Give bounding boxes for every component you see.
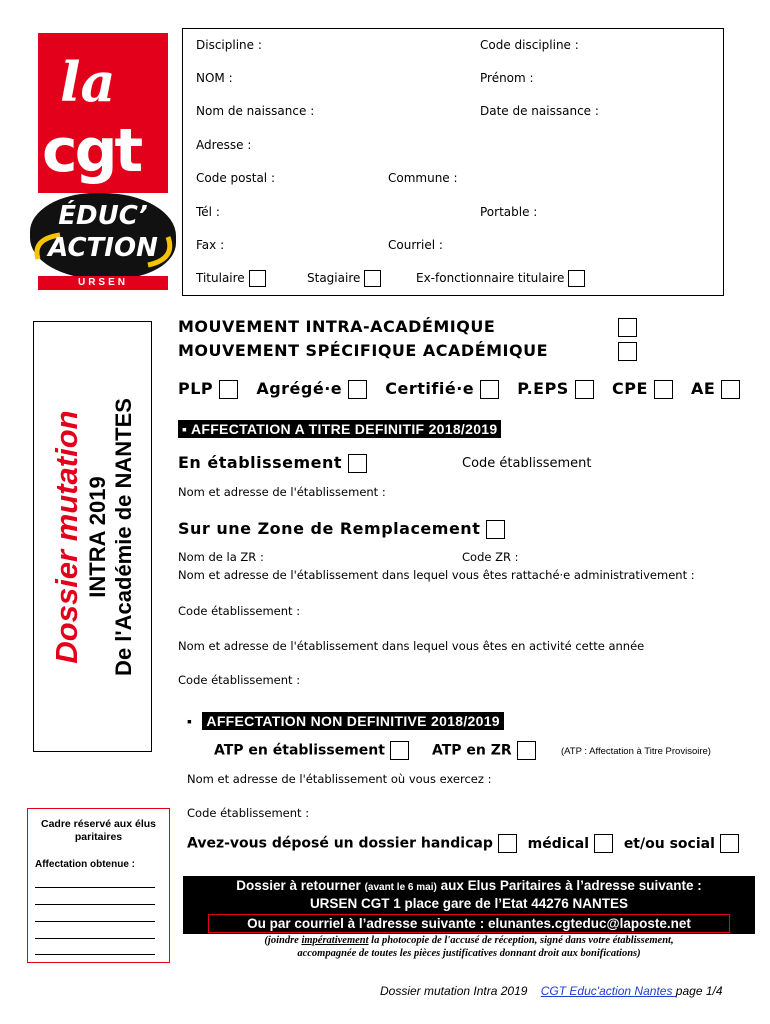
- definitive-header: [178, 421, 501, 439]
- logo-educ-text: ÉDUC’: [58, 201, 148, 231]
- code-discipline-label: Code discipline :: [480, 38, 579, 52]
- exercez-label: Nom et adresse de l'établissement où vous exercez :: [187, 772, 492, 786]
- plp-label: PLP: [178, 379, 214, 398]
- certifie-label: Certifié·e: [385, 379, 475, 398]
- affectation-obtenue-label: Affectation obtenue :: [35, 859, 135, 870]
- footer-page: page 1/4: [675, 984, 723, 998]
- reserved-box: [27, 808, 170, 963]
- social-label: et/ou social: [623, 835, 715, 852]
- date-naissance-label: Date de naissance :: [480, 104, 599, 118]
- ae-checkbox[interactable]: [721, 380, 740, 399]
- vertical-title: [49, 398, 137, 676]
- reserved-line: [35, 938, 155, 939]
- medical-label: médical: [527, 835, 590, 852]
- agrege-checkbox[interactable]: [348, 380, 367, 399]
- titulaire-option[interactable]: [196, 270, 266, 287]
- zone-remplacement-checkbox[interactable]: [486, 520, 505, 539]
- logo-action-text: ACTION: [48, 233, 158, 263]
- mouvement-intra-checkbox[interactable]: [618, 318, 637, 337]
- handicap-checkbox[interactable]: [498, 834, 517, 853]
- academie-title: De l'Académie de NANTES: [110, 397, 136, 676]
- vertical-title-box: [33, 321, 152, 752]
- code-etab-activite-label: Code établissement :: [178, 673, 301, 687]
- nom-adresse-etab-label: Nom et adresse de l'établissement :: [178, 485, 386, 499]
- en-etablissement-label: En établissement: [178, 453, 343, 472]
- atp-etab-checkbox[interactable]: [390, 741, 409, 760]
- atp-note: (ATP : Affectation à Titre Provisoire): [561, 746, 711, 757]
- reserved-title: Cadre réservé aux élus paritaires: [41, 818, 156, 843]
- dossier-mutation-title: Dossier mutation: [48, 409, 84, 664]
- commune-label: Commune :: [388, 171, 458, 185]
- reserved-line: [35, 904, 155, 905]
- titulaire-checkbox[interactable]: [249, 270, 266, 287]
- adresse-label: Adresse :: [196, 138, 252, 152]
- en-etablissement-option: [178, 453, 367, 473]
- rattache-label: Nom et adresse de l'établissement dans lequel vous êtes rattaché·e administrativement :: [178, 568, 695, 582]
- ex-fonctionnaire-checkbox[interactable]: [568, 270, 585, 287]
- definitive-title: ▪ AFFECTATION A TITRE DEFINITIF 2018/2019: [178, 420, 501, 438]
- ae-label: AE: [691, 379, 716, 398]
- cgt-educaction-logo: [38, 33, 168, 289]
- attachment-note: (joindre impérativement la photocopie de l'accusé de réception, signé dans votre établissement, accompagnée de toutes les pièces justificatives donnant droit aux bonifications): [264, 935, 674, 959]
- footer-text: Dossier mutation Intra 2019: [380, 984, 528, 998]
- certifie-checkbox[interactable]: [480, 380, 499, 399]
- mouvement-specifique-label: MOUVEMENT SPÉCIFIQUE ACADÉMIQUE: [178, 341, 549, 360]
- zone-remplacement-option: [178, 519, 505, 539]
- non-definitive-header: [187, 713, 504, 731]
- fax-label: Fax :: [196, 238, 225, 252]
- atp-zr-checkbox[interactable]: [517, 741, 536, 760]
- handicap-question: Avez-vous déposé un dossier handicap: [187, 835, 493, 852]
- atp-etab-label: ATP en établissement: [214, 742, 385, 759]
- logo-cgt-text: cgt: [42, 116, 141, 186]
- intra-2019-title: INTRA 2019: [84, 475, 110, 598]
- prenom-label: Prénom :: [480, 71, 534, 85]
- courriel-label: Courriel :: [388, 238, 443, 252]
- agrege-label: Agrégé·e: [256, 379, 343, 398]
- non-definitive-bullet: ▪: [187, 713, 192, 729]
- nom-label: NOM :: [196, 71, 233, 85]
- code-etablissement-label: Code établissement: [462, 456, 592, 471]
- titulaire-label: Titulaire: [196, 271, 245, 285]
- atp-zr-option: [432, 741, 536, 760]
- footer: [380, 984, 723, 998]
- reserved-line: [35, 921, 155, 922]
- return-line-1: Dossier à retourner (avant le 6 mai) aux Elus Paritaires à l’adresse suivante :: [236, 878, 702, 893]
- mouvement-specifique-checkbox[interactable]: [618, 342, 637, 361]
- peps-label: P.EPS: [517, 379, 569, 398]
- identity-form-box: [182, 28, 724, 296]
- nom-naissance-label: Nom de naissance :: [196, 104, 315, 118]
- handicap-row: [187, 834, 739, 853]
- medical-checkbox[interactable]: [594, 834, 613, 853]
- social-checkbox[interactable]: [720, 834, 739, 853]
- corps-row: [178, 379, 740, 399]
- en-etablissement-checkbox[interactable]: [348, 454, 367, 473]
- discipline-label: Discipline :: [196, 38, 262, 52]
- nom-zr-label: Nom de la ZR :: [178, 550, 264, 564]
- code-zr-label: Code ZR :: [462, 550, 519, 564]
- ex-fonctionnaire-label: Ex-fonctionnaire titulaire: [416, 271, 565, 285]
- cpe-checkbox[interactable]: [654, 380, 673, 399]
- peps-checkbox[interactable]: [575, 380, 594, 399]
- stagiaire-checkbox[interactable]: [364, 270, 381, 287]
- logo-la-text: la: [60, 50, 116, 114]
- cpe-label: CPE: [611, 379, 648, 398]
- tel-label: Tél :: [196, 205, 220, 219]
- reserved-line: [35, 887, 155, 888]
- activite-label: Nom et adresse de l'établissement dans lequel vous êtes en activité cette année: [178, 639, 645, 653]
- mouvement-intra-label: MOUVEMENT INTRA-ACADÉMIQUE: [178, 317, 496, 336]
- ex-fonctionnaire-option[interactable]: [416, 270, 585, 287]
- code-etab-exercez-label: Code établissement :: [187, 806, 310, 820]
- return-email[interactable]: Ou par courriel à l’adresse suivante : elunantes.cgteduc@laposte.net: [208, 914, 730, 933]
- return-address: URSEN CGT 1 place gare de l’Etat 44276 NANTES: [309, 896, 629, 911]
- zone-remplacement-label: Sur une Zone de Remplacement: [178, 519, 481, 538]
- logo-ursen-text: URSEN: [38, 276, 168, 290]
- reserved-line: [35, 954, 155, 955]
- non-definitive-title: AFFECTATION NON DEFINITIVE 2018/2019: [202, 712, 503, 730]
- plp-checkbox[interactable]: [219, 380, 238, 399]
- atp-zr-label: ATP en ZR: [432, 742, 512, 759]
- stagiaire-option[interactable]: [307, 270, 381, 287]
- code-postal-label: Code postal :: [196, 171, 275, 185]
- footer-link[interactable]: CGT Educ'action Nantes: [540, 984, 676, 998]
- code-etab-rattache-label: Code établissement :: [178, 604, 301, 618]
- return-instructions-box: [183, 876, 755, 934]
- atp-etab-option: [214, 741, 409, 760]
- portable-label: Portable :: [480, 205, 538, 219]
- stagiaire-label: Stagiaire: [307, 271, 361, 285]
